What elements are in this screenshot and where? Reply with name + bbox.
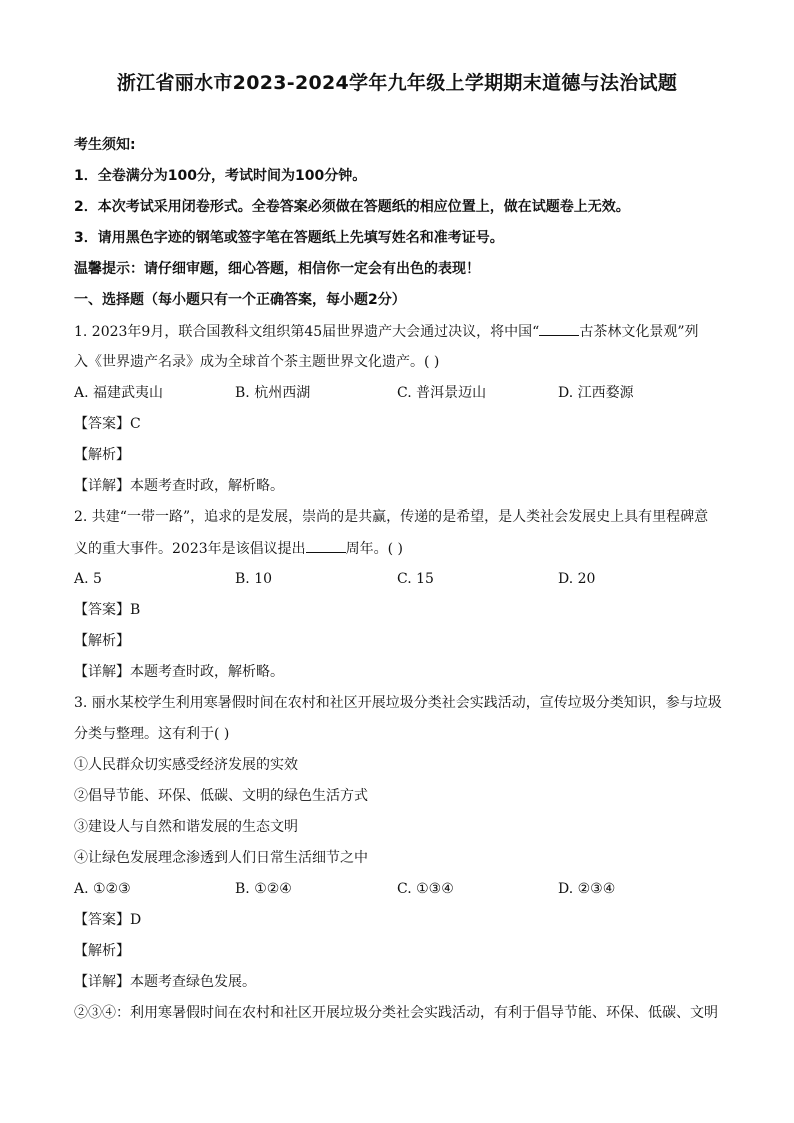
q1-option-b: B. 杭州西湖 — [235, 385, 311, 401]
q2-blank — [306, 538, 346, 553]
section-heading: 一、选择题（每小题只有一个正确答案，每小题2分） — [74, 292, 406, 308]
q3-option-a: A. ①②③ — [74, 881, 131, 897]
notice-item-1: 1．全卷满分为100分，考试时间为100分钟。 — [74, 168, 367, 184]
q2-option-c: C. 15 — [397, 571, 434, 587]
q2-stem-part-b: 周年。( ) — [345, 541, 404, 557]
q2-option-d: D. 20 — [558, 571, 596, 587]
q2-analysis: 【解析】 — [74, 633, 130, 649]
q1-options — [74, 383, 724, 403]
q1-detail: 【详解】本题考查时政，解析略。 — [74, 478, 284, 494]
notice-item-2: 2．本次考试采用闭卷形式。全卷答案必须做在答题纸的相应位置上，做在试题卷上无效。 — [74, 199, 630, 215]
q1-blank — [539, 321, 579, 336]
q1-stem-line-2: 入《世界遗产名录》成为全球首个茶主题世界文化遗产。( ) — [74, 354, 440, 370]
q2-option-b: B. 10 — [235, 571, 273, 587]
q1-stem-part-b: 古茶林文化景观”列 — [579, 324, 699, 340]
q2-stem-line-1: 2. 共建“一带一路”，追求的是发展，崇尚的是共赢，传递的是希望，是人类社会发展史上具有里程碑意 — [74, 509, 709, 525]
q1-stem-part-a: 1. 2023年9月，联合国教科文组织第45届世界遗产大会通过决议，将中国“ — [74, 324, 540, 340]
q2-answer: 【答案】B — [74, 602, 141, 618]
q1-analysis: 【解析】 — [74, 447, 130, 463]
q1-answer: 【答案】C — [74, 416, 141, 432]
q2-option-a: A. 5 — [74, 571, 102, 587]
q3-statement-4: ④让绿色发展理念渗透到人们日常生活细节之中 — [74, 850, 368, 866]
page-title: 浙江省丽水市2023-2024学年九年级上学期期末道德与法治试题 — [116, 72, 678, 94]
q3-option-b: B. ①②④ — [235, 881, 292, 897]
q1-option-a: A. 福建武夷山 — [74, 385, 164, 401]
notice-item-3: 3．请用黑色字迹的钢笔或签字笔在答题纸上先填写姓名和准考证号。 — [74, 230, 504, 246]
q1-option-d: D. 江西婺源 — [558, 385, 634, 401]
q2-stem-part-a: 义的重大事件。2023年是该倡议提出 — [74, 541, 306, 557]
q3-stem-line-2: 分类与整理。这有利于( ) — [74, 726, 230, 742]
q1-stem-line-1 — [74, 321, 724, 342]
notice-heading: 考生须知: — [74, 137, 136, 153]
q1-option-c: C. 普洱景迈山 — [397, 385, 487, 401]
q3-detail: 【详解】本题考查绿色发展。 — [74, 974, 256, 990]
q3-option-c: C. ①③④ — [397, 881, 454, 897]
q3-options — [74, 879, 724, 899]
q3-statement-1: ①人民群众切实感受经济发展的实效 — [74, 757, 298, 773]
q2-detail: 【详解】本题考查时政，解析略。 — [74, 664, 284, 680]
q3-statement-3: ③建设人与自然和谐发展的生态文明 — [74, 819, 298, 835]
q3-statement-2: ②倡导节能、环保、低碳、文明的绿色生活方式 — [74, 788, 368, 804]
q3-explain: ②③④：利用寒暑假时间在农村和社区开展垃圾分类社会实践活动，有利于倡导节能、环保、低碳、文明 — [74, 1005, 718, 1021]
q3-answer: 【答案】D — [74, 912, 142, 928]
q3-option-d: D. ②③④ — [558, 881, 616, 897]
q2-options — [74, 569, 724, 589]
q3-analysis: 【解析】 — [74, 943, 130, 959]
q2-stem-line-2 — [74, 538, 724, 559]
notice-tip: 温馨提示：请仔细审题，细心答题，相信你一定会有出色的表现！ — [74, 261, 480, 277]
q3-stem-line-1: 3. 丽水某校学生利用寒暑假时间在农村和社区开展垃圾分类社会实践活动，宣传垃圾分类知识，参与垃圾 — [74, 695, 722, 711]
